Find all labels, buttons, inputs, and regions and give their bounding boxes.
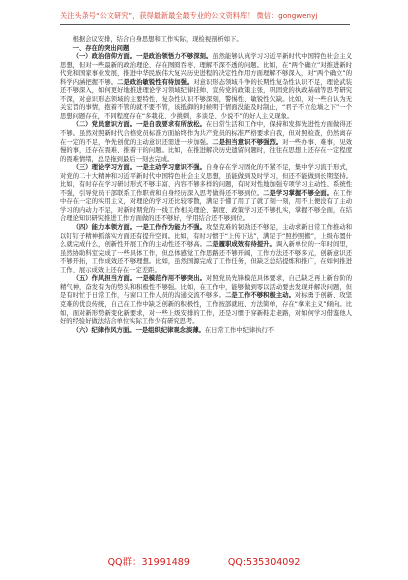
paragraph-text: 在日常工作中纪律执行不 bbox=[204, 326, 275, 334]
header-divider bbox=[60, 24, 350, 25]
paragraph-text: 对照党员先锋模范具体要求，自己缺乏再上新台阶的精气神，奋发有为的势头和积极性不够强。比如，在工作中，能够做到零以活动要去发现并解决问题，但是有时忙于日常工作，与窗口工作人员的沟通交流不够多。 bbox=[60, 275, 353, 300]
paragraph-subheading: 二是政治敏锐性有待加强。 bbox=[117, 78, 194, 86]
paragraph-heading: （一）政治信仰方面。一是政治领悟力不够深刻。 bbox=[72, 53, 213, 61]
paragraph-text: 攻坚克难的韧劲还不够足，主动求新日常工作推动和以钉钉子精神抓落实方面还有提升空间。比如，有时习惯于“上传下达”，满足于“照抄照搬”，上级布置什么就完成什么，创新性开展工作的主动性还不够高。 bbox=[60, 224, 353, 249]
paragraph-heading: （三）理论学习方面。一是主动学习意识不强。 bbox=[72, 164, 206, 172]
paragraph-text: 对意识形态领域斗争的长期性复杂性认识不足，理论武装还不够深入，如何更好地推进理论学习领域纪律挂帅、宣传党的政策主张，巩固党的执政基础等思考研究不深，对意识形态领域的主要特性、复杂性认识不够深刻，警惕性、敏锐性欠缺。比如，对一些自认为无关宏旨的事情，抱着不管的就不要不管，该抵御的时候明于情面没能及时制止，“君子不立危墙之下”一个思想问题存在，不同程度存在“多栽花、少挑刺，多谈是、少说不”的好人主义现象。 bbox=[60, 78, 353, 120]
intro-paragraph: 根据会议安排，结合自身思想和工作实际，现检视剖析如下。 bbox=[72, 36, 243, 43]
paragraph-text: 调入新单位的一年时间里，虽然协助科室完成了一些具体工作，但总体感觉工作思路还不够开阔，工作方法还不够多元，创新意识还不够开拓，工作成效还不够理想。比如，虽然国源完成了工作任务，但缺乏总结提炼和推广，在如何推进工作、展示成效上还存在一定差距。 bbox=[60, 241, 353, 274]
footer-qq-number: QQ:535304092 bbox=[227, 557, 301, 568]
paragraph-party-awareness bbox=[60, 121, 352, 164]
footer-qq-group: QQ群：31991489 bbox=[107, 557, 190, 568]
paragraph-subheading: 二是履职成效有待提升。 bbox=[206, 241, 276, 249]
paragraph-text: 对一些办事、难事，见效慢的事，还存在畏难、推着干的问题。比如，在推进解决历史遗留问题时，往往在思想上还存在一定程度的畏难情绪，总是拖到最后一刻去完成。 bbox=[60, 138, 353, 163]
section-heading: 一、存在的突出问题 bbox=[72, 44, 130, 52]
paragraph-heading: （二）党员意识方面。一是自我要求有所放松。 bbox=[72, 121, 206, 129]
paragraph-ability bbox=[60, 224, 352, 275]
paragraph-theory-study bbox=[60, 164, 352, 224]
paragraph-discipline bbox=[60, 327, 352, 336]
paragraph-text: 对标勇于创新、攻坚克难的优良传统，自己在工作中缺乏创新的积极性，工作按部就班、方法简单，存在“拿来主义”倾向。比如，面对新形势新变化新要求，对一些上级安排的工作，还是习惯于穿新鞋走老路，对如何学习借鉴他人好的经验好做法结合单位实际工作少有研究思考。 bbox=[60, 292, 353, 326]
paragraph-subheading: 二是学习掌握不够全面。 bbox=[263, 189, 334, 197]
footer-contact bbox=[0, 554, 408, 568]
paragraph-heading: （五）作风担当方面。一是模范作用不够突出。 bbox=[72, 275, 206, 283]
document-body bbox=[60, 36, 352, 335]
paragraph-heading: （六）纪律作风方面。一是组织纪律观念淡薄。 bbox=[72, 326, 205, 334]
banner-header: 关注头条号“公文研究”，获得最新最全最专业的公文资料库！ 微信：gongwenyj bbox=[60, 11, 318, 20]
paragraph-political bbox=[60, 53, 352, 121]
paragraph-text: 在日常生活和工作中，保持和发挥先进性方面做得还不够。虽然对照新时代合格党员标准方面始终作为共产党员的标准严格要求自我，但对照检查，仍然离存在一定的不足，争先创优的主动意识还需进一步加强。 bbox=[60, 121, 353, 146]
paragraph-subheading: 二是工作不够积极主动。 bbox=[225, 292, 295, 300]
paragraph-subheading: 二是担当意识不够强烈。 bbox=[212, 138, 283, 146]
paragraph-text: 自身存在学习固化的不紧不足，集中学习流于形式，对党的二十大精神和习近平新时代中国特色社会主义思想，虽能做到及时学习，但还不能做到长期坚持。比如，有时存在学习研讨形式不够丰富、内容不够多样的问题，有时对性地加强专项学习主动性、系统性不强，引导党员干部联系工作职责和自身经历深入思考做得还不够到位。 bbox=[60, 164, 353, 197]
paragraph-work-style bbox=[60, 275, 352, 326]
paragraph-text: 在工作中存在一定的实用主义，对理论的学习还比较零散，满足于懂了用了了就了刻一刻，用不上便没有了主动学习的内动力不足，对新时期党的一线工作相关理论、制度、政策学习还不够扎实，掌握不够全面，在结合理论知识研究推进工作方面做的还不够好，学用结合还不够到位。 bbox=[60, 189, 353, 223]
paragraph-text: 虽然能够认真学习习近平新时代中国特色社会主义思想，但对一些最新的政治理论、存在囫囵吞枣、理解不深不透的问题。比如，在“两个确立”对推进新时代党和国家事业发展，推进中华民族伟大复兴历史进程的决定性作用方面理解不够深入，对“两个确立”的科学内涵把握不够。 bbox=[60, 53, 353, 86]
paragraph-heading: （四）能力本领方面。一是工作作为能力不强。 bbox=[72, 224, 206, 232]
